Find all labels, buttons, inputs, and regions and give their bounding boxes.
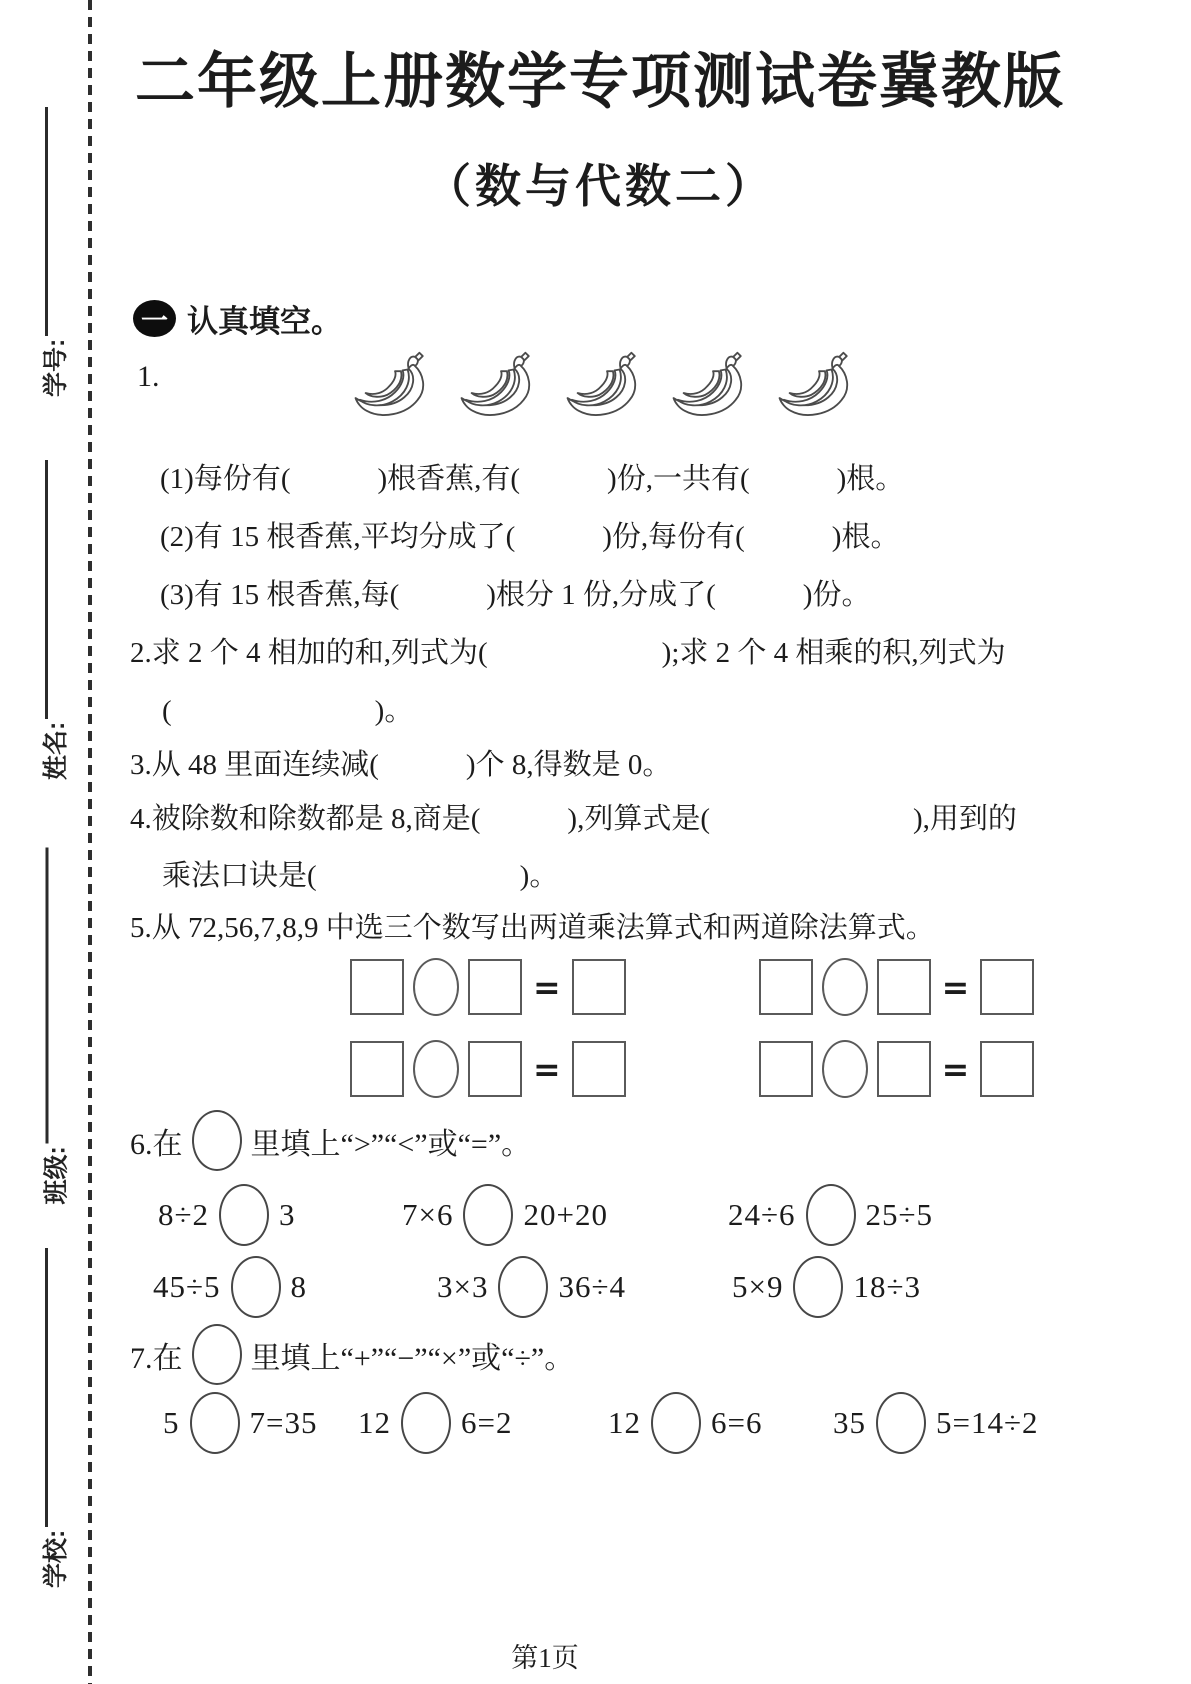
equals-sign: = [533,967,561,1007]
operand-right: 6=6 [711,1405,763,1440]
equation-template [350,958,626,1016]
question-7-suffix: 里填上“+”“−”“×”或“÷”。 [250,1341,575,1375]
comparison-left: 24÷6 [728,1197,796,1232]
student-id-blank-line [45,107,48,336]
question-1-part-3: (3)有 15 根香蕉,每( )根分 1 份,分成了( )份。 [160,579,871,611]
comparison-left: 45÷5 [153,1269,221,1304]
page-number: 第1页 [511,1643,579,1673]
operator-circle-icon [822,958,868,1016]
operator-circle-icon [190,1392,240,1454]
margin-field-student-id [34,107,74,397]
answer-box-icon [980,959,1034,1015]
margin-field-school [34,1248,74,1588]
banana-bunch-icon [560,344,644,432]
compare-circle-icon [192,1110,242,1171]
student-id-label: 学号: [42,338,70,397]
comparison-item [437,1256,626,1318]
question-7-prefix: 7.在 [130,1341,183,1375]
operator-circle-icon [651,1392,701,1454]
answer-box-icon [877,959,931,1015]
question-5: 5.从 72,56,7,8,9 中选三个数写出两道乘法算式和两道除法算式。 [130,912,935,944]
banana-row [348,344,856,432]
comparison-right: 25÷5 [865,1197,934,1232]
question-6-prompt [130,1110,531,1171]
section-one-badge-icon: 一 [133,300,176,337]
compare-circle-icon [463,1184,513,1246]
operator-circle-icon [413,1040,459,1098]
equals-sign: = [941,1049,970,1089]
comparison-right: 3 [279,1197,296,1232]
class-blank-line [46,848,49,1144]
question-3: 3.从 48 里面连续减( )个 8,得数是 0。 [130,749,672,781]
section-one-title: 认真填空。 [187,304,342,339]
operand-left: 12 [358,1405,391,1440]
question-1-part-1: (1)每份有( )根香蕉,有( )份,一共有( )根。 [160,463,905,495]
operand-left: 5 [163,1405,180,1440]
comparison-item [402,1184,608,1246]
answer-box-icon [980,1041,1034,1097]
equals-sign: = [941,967,970,1007]
operator-circle-icon [192,1324,242,1385]
comparison-item [153,1256,307,1318]
question-6-suffix: 里填上“>”“<”或“=”。 [250,1127,532,1161]
margin-field-name [34,460,74,780]
comparison-right: 20+20 [523,1197,608,1232]
answer-box-icon [350,959,404,1015]
question-7-prompt [130,1324,574,1385]
question-1-part-2: (2)有 15 根香蕉,平均分成了( )份,每份有( )根。 [160,521,900,553]
operator-circle-icon [822,1040,868,1098]
answer-box-icon [759,959,813,1015]
operator-fill-item [358,1392,512,1454]
comparison-left: 5×9 [732,1269,784,1304]
page-subtitle: （数与代数二） [425,160,775,212]
operator-fill-item [608,1392,762,1454]
comparison-item [732,1256,921,1318]
comparison-right: 8 [290,1269,308,1304]
equation-template [759,958,1035,1016]
compare-circle-icon [219,1184,269,1246]
seal-dashed-line [88,0,92,1684]
name-label: 姓名: [42,721,70,780]
class-label: 班级: [42,1146,71,1205]
answer-box-icon [572,1041,626,1097]
school-label: 学校: [42,1529,70,1588]
operator-circle-icon [401,1392,451,1454]
operand-left: 35 [833,1405,866,1440]
operand-right: 6=2 [461,1405,513,1440]
section-one-heading [133,296,342,341]
operand-left: 12 [608,1405,641,1440]
page-title: 二年级上册数学专项测试卷冀教版 [135,48,1065,115]
comparison-left: 7×6 [402,1197,454,1232]
question-5-equation-grid [350,958,1034,1098]
banana-bunch-icon [454,344,538,432]
comparison-right: 18÷3 [853,1269,921,1304]
question-4-line-2: 乘法口诀是( )。 [162,860,559,892]
answer-box-icon [350,1041,404,1097]
margin-field-class [35,848,75,1205]
operator-circle-icon [413,958,459,1016]
question-6-prefix: 6.在 [130,1127,183,1161]
comparison-right: 36÷4 [558,1269,626,1304]
question-4-line-1: 4.被除数和除数都是 8,商是( ),列算式是( ),用到的 [130,803,1017,835]
operand-right: 5=14÷2 [936,1405,1039,1440]
answer-box-icon [468,1041,522,1097]
answer-box-icon [877,1041,931,1097]
equation-template [759,1040,1035,1098]
comparison-item [158,1184,296,1246]
comparison-item [728,1184,933,1246]
banana-bunch-icon [772,344,856,432]
operator-circle-icon [876,1392,926,1454]
operand-right: 7=35 [249,1405,318,1440]
compare-circle-icon [793,1256,843,1318]
equation-template [350,1040,626,1098]
compare-circle-icon [498,1256,548,1318]
compare-circle-icon [231,1256,281,1318]
banana-bunch-icon [348,344,432,432]
answer-box-icon [759,1041,813,1097]
compare-circle-icon [806,1184,856,1246]
operator-fill-item [833,1392,1039,1454]
banana-bunch-icon [666,344,750,432]
school-blank-line [45,1248,48,1527]
question-2-line-2: ( )。 [162,695,414,727]
equals-sign: = [533,1049,561,1089]
answer-box-icon [468,959,522,1015]
name-blank-line [45,460,48,719]
comparison-left: 8÷2 [158,1197,210,1232]
question-2-line-1: 2.求 2 个 4 相加的和,列式为( );求 2 个 4 相乘的积,列式为 [130,637,1006,669]
answer-box-icon [572,959,626,1015]
comparison-left: 3×3 [437,1269,489,1304]
operator-fill-item [163,1392,317,1454]
question-1-number: 1. [137,360,160,393]
